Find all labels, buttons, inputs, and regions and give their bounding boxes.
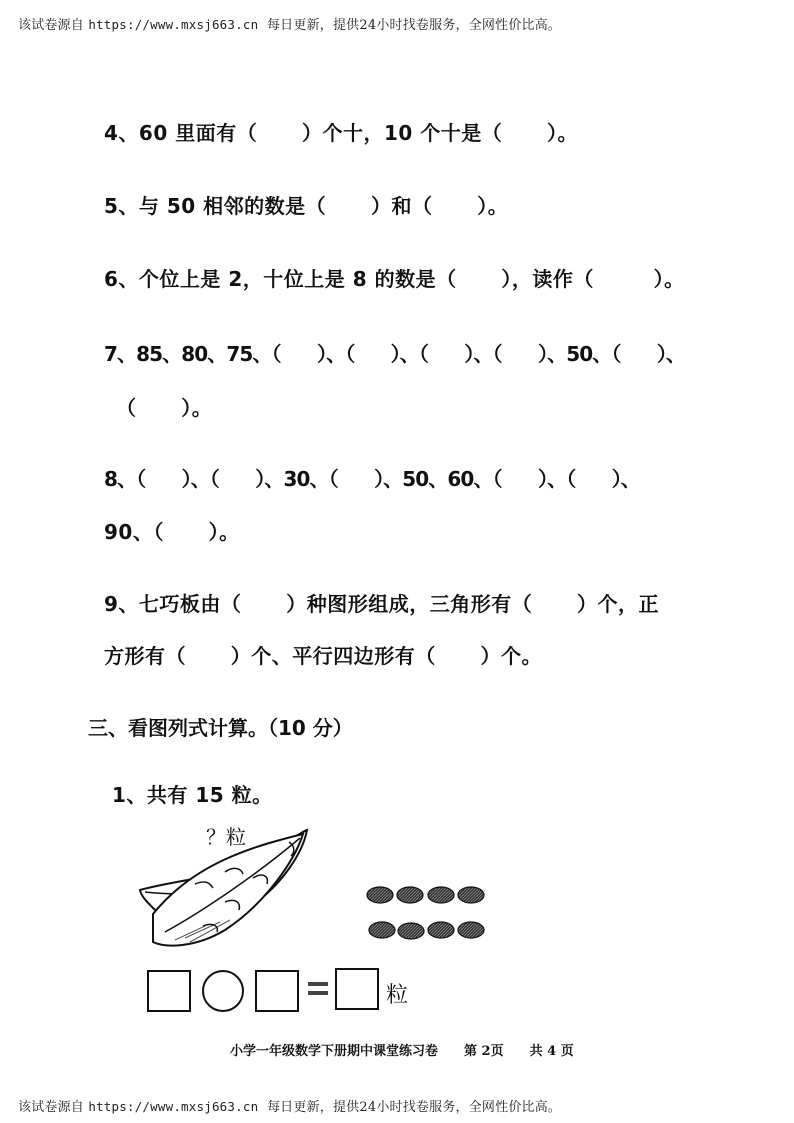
section-3-item-1: 1、共有 15 粒。 [112,783,273,807]
bean-row-top [367,887,484,903]
answer-box-result[interactable] [335,968,379,1010]
pea-pod-illustration [135,822,315,957]
footer-source-suffix: 每日更新，提供24小时找卷服务，全网性价比高。 [258,1100,562,1115]
footer-source-url[interactable]: https://www.mxsj663.cn [88,1099,259,1114]
question-4: 4、60 里面有（ ）个十，10 个十是（ ）。 [104,121,579,145]
footer-title: 小学一年级数学下册期中课堂练习卷 [230,1044,439,1059]
equals-sign [308,982,328,996]
footer-total: 共 4 页 [529,1044,574,1059]
question-7-line1: 7、85、80、75、（ ）、（ ）、（ ）、（ ）、50、（ ）、 [104,342,686,366]
header-suffix: 每日更新，提供24小时找卷服务，全网性价比高。 [258,18,562,33]
header-url[interactable]: https://www.mxsj663.cn [88,17,259,32]
answer-box-2[interactable] [255,970,299,1012]
question-9-line2: 方形有（ ）个、平行四边形有（ ）个。 [104,644,543,668]
footer-page: 第 2页 [464,1044,504,1059]
footer-source-prefix: 该试卷源自 [18,1100,89,1115]
pod-label: ？粒 [206,825,246,849]
page-footer [230,1040,600,1059]
question-8-line1: 8、（ ）、（ ）、30、（ ）、50、60、（ ）、（ ）、 [104,467,640,491]
question-6: 6、个位上是 2，十位上是 8 的数是（ ），读作（ ）。 [104,267,685,291]
question-8-line2: 90、（ ）。 [104,520,240,544]
operator-circle[interactable] [202,970,244,1012]
answer-box-1[interactable] [147,970,191,1012]
beans-group [365,885,495,945]
bean-row-bottom [369,922,484,939]
question-9-line1: 9、七巧板由（ ）种图形组成，三角形有（ ）个，正 [104,592,659,616]
section-3-title: 三、看图列式计算。（10 分） [88,716,353,740]
question-5: 5、与 50 相邻的数是（ ）和（ ）。 [104,194,509,218]
unit-label: 粒 [386,983,409,1008]
header-prefix: 该试卷源自 [18,18,89,33]
source-footer [18,1096,561,1115]
source-header [18,14,561,33]
question-7-line2: （ ）。 [116,396,213,420]
